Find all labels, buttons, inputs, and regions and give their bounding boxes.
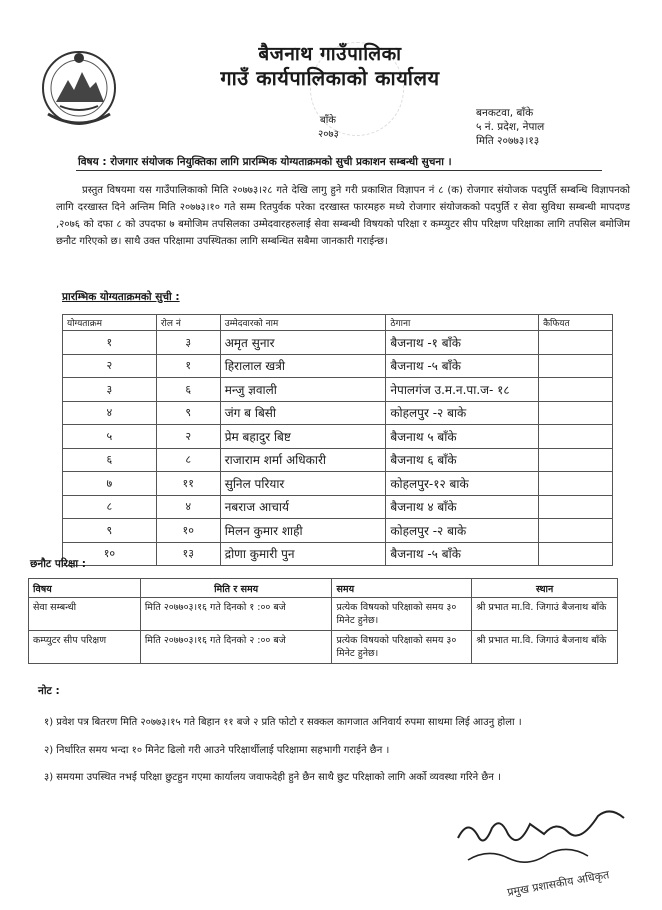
exam-subject-cell: सेवा सम्बन्धी	[29, 598, 141, 631]
rank-cell: ४	[63, 401, 157, 425]
office-address	[476, 106, 544, 148]
exam-venue-cell: श्री प्रभात मा.वि. जिगाउं बैजनाथ बाँके	[472, 631, 618, 664]
table-row	[63, 425, 613, 449]
signature	[448, 798, 638, 908]
exam-table	[28, 578, 618, 664]
rank-cell: १	[63, 331, 157, 355]
table-row	[63, 472, 613, 496]
remark-cell	[539, 331, 613, 355]
name-cell: जंग ब बिसी	[220, 401, 386, 425]
address-cell: कोहलपुर-१२ बाके	[386, 472, 539, 496]
remark-cell	[539, 401, 613, 425]
rank-cell: ६	[63, 448, 157, 472]
col-subject: विषय	[29, 579, 141, 598]
table-row	[63, 542, 613, 566]
rank-cell: ८	[63, 495, 157, 519]
name-cell: प्रेम बहादुर बिष्ट	[220, 425, 386, 449]
year-small: २०७३	[318, 129, 339, 140]
remark-cell	[539, 519, 613, 543]
address-cell: बैजनाथ ६ बाँके	[386, 448, 539, 472]
roll-cell: ६	[156, 378, 220, 402]
col-rank: योग्यताक्रम	[63, 315, 157, 331]
notes-title: नोट :	[38, 685, 60, 697]
name-cell: मन्जु ज्ञवाली	[220, 378, 386, 402]
address-cell: नेपालगंज उ.म.न.पा.ज- १८	[386, 378, 539, 402]
district-small: बाँके	[320, 115, 336, 126]
table-row	[63, 401, 613, 425]
remark-cell	[539, 472, 613, 496]
roll-cell: ३	[156, 331, 220, 355]
name-cell: सुनिल परियार	[220, 472, 386, 496]
table-row	[63, 495, 613, 519]
exam-subject-cell: कम्प्युटर सीप परिक्षण	[29, 631, 141, 664]
name-cell: द्रोणा कुमारी पुन	[220, 542, 386, 566]
col-roll: रोल नं	[156, 315, 220, 331]
roll-cell: ९	[156, 401, 220, 425]
list-title: प्रारम्भिक योग्यताक्रमको सुची :	[62, 291, 180, 303]
rank-cell: १०	[63, 542, 157, 566]
address-cell: बैजनाथ -५ बाँके	[386, 354, 539, 378]
roll-cell: ११	[156, 472, 220, 496]
table-row	[63, 354, 613, 378]
exam-duration-cell: प्रत्येक विषयको परिक्षाको समय ३० मिनेट हुनेछ।	[332, 631, 472, 664]
exam-duration-cell: प्रत्येक विषयको परिक्षाको समय ३० मिनेट हुनेछ।	[332, 598, 472, 631]
signature-title: प्रमुख प्रशासकीय अधिकृत	[506, 868, 611, 899]
col-name: उम्मेदवारको नाम	[220, 315, 386, 331]
rank-cell: ९	[63, 519, 157, 543]
note-item: २) निर्धारित समय भन्दा १० मिनेट ढिलो गरी आउने परिक्षार्थीलाई परिक्षामा सहभागी गराईने छैन ।	[44, 745, 390, 756]
exam-datetime-cell: मिति २०७७०३।१६ गते दिनको २ :०० बजे	[140, 631, 332, 664]
nepal-emblem-icon	[38, 44, 120, 130]
address-cell: कोहलपुर -२ बाके	[386, 401, 539, 425]
subject-underline	[76, 170, 602, 171]
org-name: बैजनाथ गाउँपालिका	[258, 43, 402, 65]
rank-cell: ५	[63, 425, 157, 449]
table-row	[63, 378, 613, 402]
name-cell: अमृत सुनार	[220, 331, 386, 355]
address-line2: ५ नं. प्रदेश, नेपाल	[476, 121, 545, 133]
rank-cell: ७	[63, 472, 157, 496]
roll-cell: ४	[156, 495, 220, 519]
table-row	[29, 598, 618, 631]
rank-cell: २	[63, 354, 157, 378]
address-cell: बैजनाथ ५ बाँके	[386, 425, 539, 449]
col-venue: स्थान	[472, 579, 618, 598]
remark-cell	[539, 495, 613, 519]
remark-cell	[539, 378, 613, 402]
office-name: गाउँ कार्यपालिकाको कार्यालय	[220, 66, 440, 90]
name-cell: हिरालाल खत्री	[220, 354, 386, 378]
candidate-table-header	[63, 315, 613, 331]
notice-date: मिति २०७७३।१३	[476, 135, 540, 147]
exam-table-header	[29, 579, 618, 598]
remark-cell	[539, 448, 613, 472]
col-remark: कैफियत	[539, 315, 613, 331]
roll-cell: १३	[156, 542, 220, 566]
exam-datetime-cell: मिति २०७७०३।१६ गते दिनको १ :०० बजे	[140, 598, 332, 631]
note-item: १) प्रवेश पत्र बितरण मिति २०७७३।१५ गते बिहान ११ बजे २ प्रति फोटो र सक्कल कागजात अनिवार्य रुपमा साथमा लिई आउनु होला ।	[44, 717, 522, 728]
name-cell: मिलन कुमार शाही	[220, 519, 386, 543]
note-item: ३) समयमा उपस्थित नभई परिक्षा छुटहुन गएमा कार्यालय जवाफदेही हुने छैन साथै छुट परिक्षाको लागि अर्को व्यवस्था गरिने छैन ।	[44, 772, 501, 783]
subject-line: विषय : रोजगार संयोजक नियुक्तिका लागि प्रारम्भिक योग्यताक्रमको सुची प्रकाशन सम्बन्धी सुचना ।	[78, 156, 452, 168]
roll-cell: १०	[156, 519, 220, 543]
roll-cell: १	[156, 354, 220, 378]
table-row	[63, 519, 613, 543]
exam-title: छनौट परिक्षा :	[30, 558, 86, 570]
col-datetime: मिति र समय	[140, 579, 332, 598]
address-cell: बैजनाथ ४ बाँके	[386, 495, 539, 519]
table-row	[63, 331, 613, 355]
remark-cell	[539, 425, 613, 449]
rank-cell: ३	[63, 378, 157, 402]
remark-cell	[539, 354, 613, 378]
address-cell: बैजनाथ -१ बाँके	[386, 331, 539, 355]
table-row	[29, 631, 618, 664]
name-cell: राजाराम शर्मा अधिकारी	[220, 448, 386, 472]
name-cell: नबराज आचार्य	[220, 495, 386, 519]
exam-venue-cell: श्री प्रभात मा.वि. जिगाउं बैजनाथ बाँके	[472, 598, 618, 631]
roll-cell: २	[156, 425, 220, 449]
table-row	[63, 448, 613, 472]
body-paragraph: प्रस्तुत विषयमा यस गाउँपालिकाको मिति २०७७३।२८ गते देखि लागु हुने गरी प्रकाशित विज्ञापन नं ८ (क) रोजगार संयोजक पदपुर्ति सम्बन्धि विज्ञापनको लागि दरखास्त दिने अन्तिम मिति २०७७३।१० गते सम्म रितपुर्वक परेका दरखास्त फारमहरु मध्ये रोजगार संयोजकको पदपुर्ति र सेवा सुविधा सम्बन्धी मापदण्ड ,२०७६ को दफा ८ को उपदफा ७ बमोजिम तपसिलका उम्मेदवारहरुलाई सेवा सम्बन्धी विषयको परिक्षा र कम्प्युटर सीप परिक्षण परिक्षाका लागि तपसिल बमोजिम छनौट गरिएको छ। साथै उक्त परिक्षामा उपस्थितका लागि सम्बन्धित सबैमा जानकारी गराईन्छ।	[56, 185, 630, 247]
roll-cell: ८	[156, 448, 220, 472]
address-cell: बैजनाथ -५ बाँके	[386, 542, 539, 566]
col-address: ठेगाना	[386, 315, 539, 331]
col-duration: समय	[332, 579, 472, 598]
candidate-table	[62, 314, 613, 566]
address-line1: बनकटवा, बाँके	[476, 107, 534, 119]
address-cell: कोहलपुर -२ बाके	[386, 519, 539, 543]
remark-cell	[539, 542, 613, 566]
